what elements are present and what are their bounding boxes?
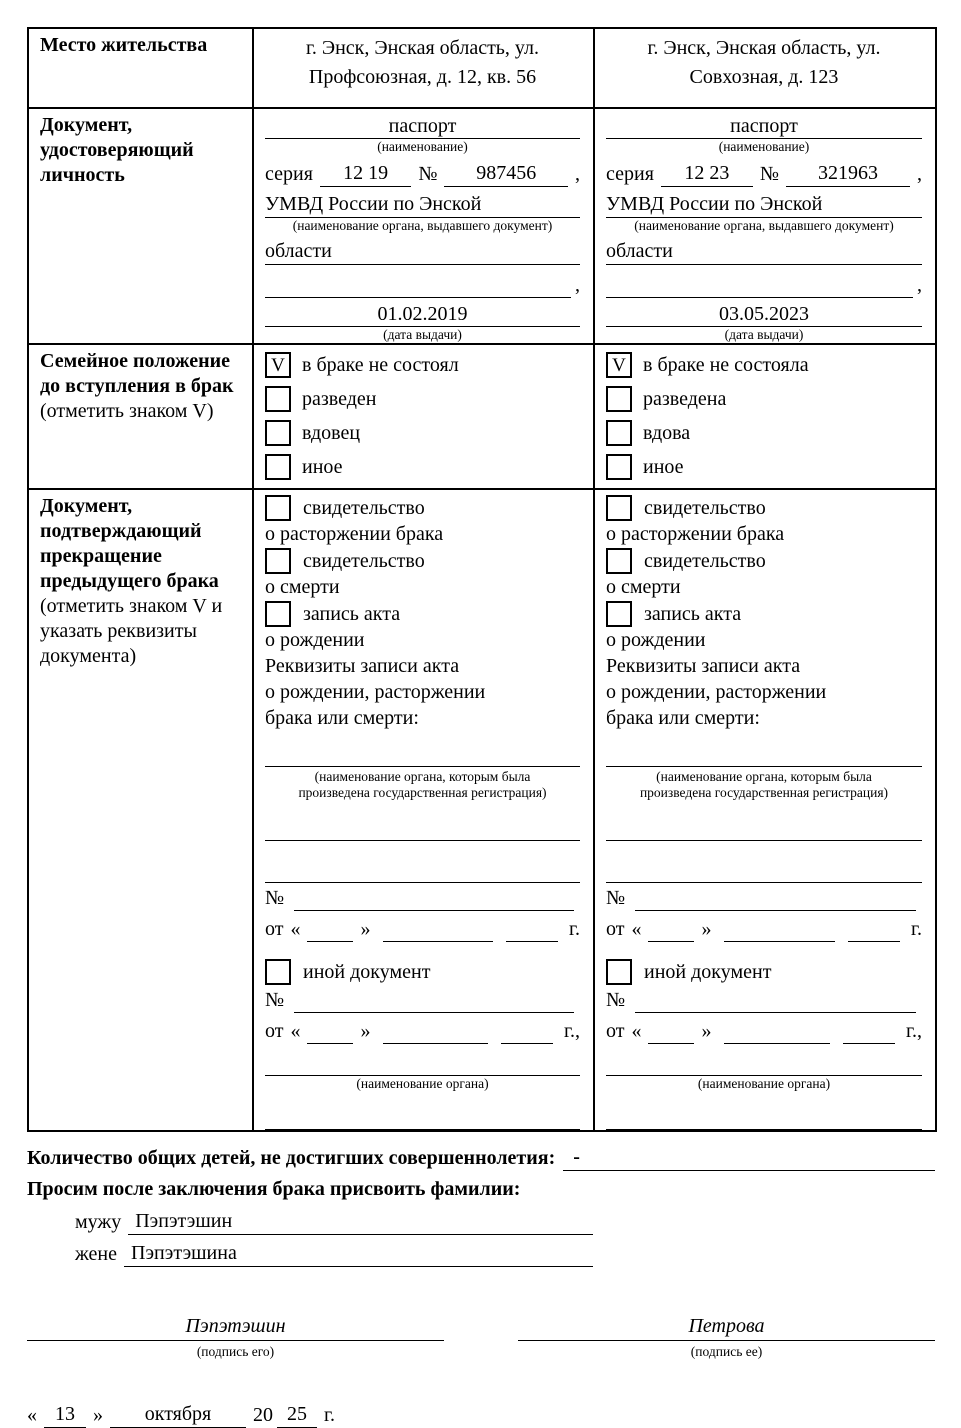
checkbox-other-document <box>606 959 632 985</box>
marital-option <box>606 352 922 378</box>
doc-option <box>606 600 922 627</box>
checkbox-not-married <box>606 352 632 378</box>
marital-option <box>606 386 922 412</box>
blank-line-with-comma <box>606 274 922 298</box>
raquo: » <box>360 918 371 940</box>
checkbox-divorce-certificate <box>606 495 632 521</box>
day-field <box>307 1043 353 1044</box>
blank-field <box>606 273 913 298</box>
issue-date-field: 03.05.2023 <box>606 301 922 327</box>
blank-field <box>606 819 922 841</box>
address-groom-line2: Профсоюзная, д. 12, кв. 56 <box>308 66 537 88</box>
year-field <box>843 1043 895 1044</box>
raquo: » <box>93 1404 103 1426</box>
option-label-cont: о смерти <box>606 576 681 598</box>
signature-groom-caption: (подпись его) <box>196 1344 275 1359</box>
issue-date-caption: (дата выдачи) <box>383 327 462 342</box>
children-count-line <box>27 1144 935 1171</box>
record-date-line <box>606 916 922 942</box>
series-field: 12 23 <box>661 160 753 187</box>
authority-field-line1: УМВД России по Энской <box>606 191 922 218</box>
checkbox-other <box>606 454 632 480</box>
day-field <box>648 941 694 942</box>
issue-date-caption: (дата выдачи) <box>724 327 804 342</box>
requisites-text: о рождении, расторжении <box>265 681 486 703</box>
other-doc-number-field <box>635 1012 916 1013</box>
other-doc-date-line <box>265 1018 580 1044</box>
number-sign: № <box>265 887 285 909</box>
authority-field-line1: УМВД России по Энской <box>265 191 580 218</box>
marital-bride <box>594 344 936 489</box>
date-century: 20 <box>253 1404 273 1426</box>
number-sign: № <box>759 163 779 185</box>
from-label: от <box>606 1020 625 1042</box>
option-label: свидетельство <box>303 549 425 572</box>
address-groom-line1: г. Энск, Энская область, ул. <box>305 37 540 59</box>
application-form-table <box>27 27 937 1132</box>
issue-date-field: 01.02.2019 <box>265 301 580 327</box>
row-identity-document <box>28 108 936 344</box>
wife-surname-line <box>75 1239 593 1267</box>
checkbox-other-document <box>265 959 291 985</box>
row-label-residence <box>28 28 253 108</box>
row-label-note: (отметить знаком V) <box>40 400 214 422</box>
series-number-line <box>265 160 580 187</box>
marital-option <box>606 420 922 446</box>
day-field <box>307 941 353 942</box>
row-label-marital-status <box>28 344 253 489</box>
doc-option <box>606 494 922 521</box>
other-doc-number-line <box>606 987 922 1013</box>
month-field <box>724 941 835 942</box>
option-label-cont: о смерти <box>265 576 340 598</box>
row-label-text: Семейное положение до вступления в брак <box>40 350 234 397</box>
signature-bride-value: Петрова <box>518 1313 935 1341</box>
authority-field-line2: области <box>265 238 580 265</box>
other-doc-number-field <box>294 1012 574 1013</box>
day-field <box>648 1043 694 1044</box>
doc-option <box>265 547 580 574</box>
issuing-authority-caption: (наименование органа, выдавшего документ) <box>292 218 553 233</box>
surnames-heading: Просим после заключения брака присвоить фамилии: <box>27 1178 521 1200</box>
record-number-line <box>265 885 580 911</box>
checkbox-widowed <box>606 420 632 446</box>
row-label-note: (отметить знаком V и указать реквизиты документа) <box>40 595 223 667</box>
row-label-identity-document <box>28 108 253 344</box>
issuing-authority-caption: (наименование органа, выдавшего документ) <box>634 218 894 233</box>
option-label: иной документ <box>303 960 431 983</box>
series-field: 12 19 <box>320 160 411 187</box>
option-label: в браке не состояла <box>643 354 809 376</box>
option-label: вдова <box>643 422 691 444</box>
doc-option <box>606 547 922 574</box>
signature-groom-value: Пэпэтэшин <box>27 1313 444 1341</box>
blank-field <box>606 861 922 883</box>
month-field <box>383 1043 488 1044</box>
signature-bride-caption: (подпись ее) <box>690 1344 763 1359</box>
marital-option <box>265 386 580 412</box>
option-label-cont: о расторжении брака <box>606 523 785 545</box>
signature-groom <box>27 1313 444 1360</box>
checkbox-mark: V <box>612 354 626 376</box>
number-sign: № <box>418 163 438 185</box>
marital-option <box>606 454 922 480</box>
husband-surname-field: Пэпэтэшин <box>128 1208 593 1235</box>
laquo: « <box>631 918 642 940</box>
option-label-cont: о расторжении брака <box>265 523 444 545</box>
comma: , <box>575 274 580 296</box>
month-field <box>724 1043 830 1044</box>
option-label: свидетельство <box>303 496 425 519</box>
registration-authority-field <box>606 745 922 767</box>
laquo: « <box>631 1020 642 1042</box>
option-label: свидетельство <box>644 549 766 572</box>
number-field: 321963 <box>786 160 910 187</box>
checkbox-widowed <box>265 420 291 446</box>
signatures-row <box>27 1313 935 1360</box>
year-field <box>501 1043 553 1044</box>
month-field <box>383 941 493 942</box>
other-doc-number-line <box>265 987 580 1013</box>
address-bride-line2: Совхозная, д. 123 <box>689 66 839 88</box>
blank-field <box>265 819 580 841</box>
identity-groom <box>253 108 594 344</box>
blank-field <box>606 1108 922 1130</box>
doc-option <box>265 494 580 521</box>
year-field <box>848 941 900 942</box>
year-abbr-comma: г., <box>906 1020 922 1042</box>
from-label: от <box>265 1020 284 1042</box>
doc-name-caption: (наименование) <box>377 139 468 154</box>
option-label: разведен <box>302 388 377 410</box>
number-field: 987456 <box>444 160 568 187</box>
authority-field-line2: области <box>606 238 922 265</box>
row-marital-status <box>28 344 936 489</box>
raquo: » <box>360 1020 371 1042</box>
marital-option <box>265 454 580 480</box>
row-label-text: Место жительства <box>40 34 208 56</box>
row-previous-marriage-document <box>28 489 936 1131</box>
authority-caption: (наименование органа) <box>697 1076 831 1091</box>
option-label-cont: о рождении <box>606 629 706 651</box>
option-label: свидетельство <box>644 496 766 519</box>
registration-authority-caption: (наименование органа, которым была произведена государственная регистрация) <box>298 769 547 800</box>
raquo: » <box>701 1020 712 1042</box>
comma: , <box>575 163 580 185</box>
date-day-field: 13 <box>44 1401 86 1428</box>
blank-field <box>265 1108 580 1130</box>
marital-groom <box>253 344 594 489</box>
number-sign: № <box>606 887 626 909</box>
row-residence <box>28 28 936 108</box>
comma: , <box>917 163 922 185</box>
residence-bride <box>594 28 936 108</box>
row-label-text: Документ, удостоверяющий личность <box>40 114 194 186</box>
authority-caption: (наименование органа) <box>356 1076 489 1091</box>
husband-surname-line <box>75 1207 593 1235</box>
checkbox-divorced <box>606 386 632 412</box>
other-doc-date-line <box>606 1018 922 1044</box>
blank-field <box>265 861 580 883</box>
row-label-previous-marriage <box>28 489 253 1131</box>
option-label: иное <box>302 456 343 478</box>
series-label: серия <box>606 163 654 185</box>
children-count-field: - <box>563 1144 935 1171</box>
authority-field <box>606 1054 922 1076</box>
requisites-text: брака или смерти: <box>265 707 419 729</box>
checkbox-not-married <box>265 352 291 378</box>
number-sign: № <box>606 989 626 1011</box>
doc-option <box>606 958 922 985</box>
doc-name-field: паспорт <box>606 113 922 139</box>
record-number-line <box>606 885 922 911</box>
laquo: « <box>290 1020 301 1042</box>
option-label: вдовец <box>302 422 361 444</box>
record-date-line <box>265 916 580 942</box>
raquo: » <box>701 918 712 940</box>
prev-marriage-groom <box>253 489 594 1131</box>
laquo: « <box>27 1404 37 1426</box>
year-abbr: г. <box>569 918 580 940</box>
option-label-cont: о рождении <box>265 629 365 651</box>
checkbox-death-certificate <box>606 548 632 574</box>
option-label: разведена <box>643 388 727 410</box>
checkbox-birth-record <box>265 601 291 627</box>
laquo: « <box>290 918 301 940</box>
checkbox-other <box>265 454 291 480</box>
residence-groom <box>253 28 594 108</box>
from-label: от <box>265 918 284 940</box>
requisites-text: Реквизиты записи акта <box>265 655 460 677</box>
option-label: запись акта <box>644 602 742 625</box>
checkbox-birth-record <box>606 601 632 627</box>
series-label: серия <box>265 163 313 185</box>
option-label: в браке не состоял <box>302 354 459 376</box>
year-field <box>506 941 558 942</box>
checkbox-divorced <box>265 386 291 412</box>
identity-bride <box>594 108 936 344</box>
signature-bride <box>518 1313 935 1360</box>
doc-name-caption: (наименование) <box>718 139 810 154</box>
blank-field <box>265 273 571 298</box>
series-number-line <box>606 160 922 187</box>
checkbox-divorce-certificate <box>265 495 291 521</box>
husband-label: мужу <box>75 1211 122 1233</box>
checkbox-death-certificate <box>265 548 291 574</box>
option-label: иной документ <box>644 960 772 983</box>
marital-option <box>265 420 580 446</box>
application-date-line <box>27 1400 935 1428</box>
registration-authority-caption: (наименование органа, которым была произведена государственная регистрация) <box>639 769 889 800</box>
children-count-label: Количество общих детей, не достигших совершеннолетия: <box>27 1147 556 1169</box>
option-label: иное <box>643 456 684 478</box>
date-year-field: 25 <box>277 1401 317 1428</box>
marital-option <box>265 352 580 378</box>
number-sign: № <box>265 989 285 1011</box>
address-bride-line1: г. Энск, Энская область, ул. <box>647 37 881 59</box>
record-number-field <box>294 910 574 911</box>
checkbox-mark: V <box>271 354 285 376</box>
authority-field <box>265 1054 580 1076</box>
requisites-text: о рождении, расторжении <box>606 681 827 703</box>
doc-name-field: паспорт <box>265 113 580 139</box>
requisites-text: брака или смерти: <box>606 707 760 729</box>
doc-option <box>265 600 580 627</box>
registration-authority-field <box>265 745 580 767</box>
requisites-text: Реквизиты записи акта <box>606 655 801 677</box>
year-abbr: г. <box>911 918 922 940</box>
from-label: от <box>606 918 625 940</box>
comma: , <box>917 274 922 296</box>
row-label-text: Документ, подтверждающий прекращение предыдущего брака <box>40 495 219 592</box>
wife-label: жене <box>75 1243 118 1265</box>
date-month-field: октября <box>110 1401 246 1428</box>
wife-surname-field: Пэпэтэшина <box>124 1240 593 1267</box>
year-abbr: г. <box>324 1404 335 1426</box>
record-number-field <box>635 910 916 911</box>
doc-option <box>265 958 580 985</box>
year-abbr-comma: г., <box>564 1020 580 1042</box>
prev-marriage-bride <box>594 489 936 1131</box>
blank-line-with-comma <box>265 274 580 298</box>
option-label: запись акта <box>303 602 401 625</box>
